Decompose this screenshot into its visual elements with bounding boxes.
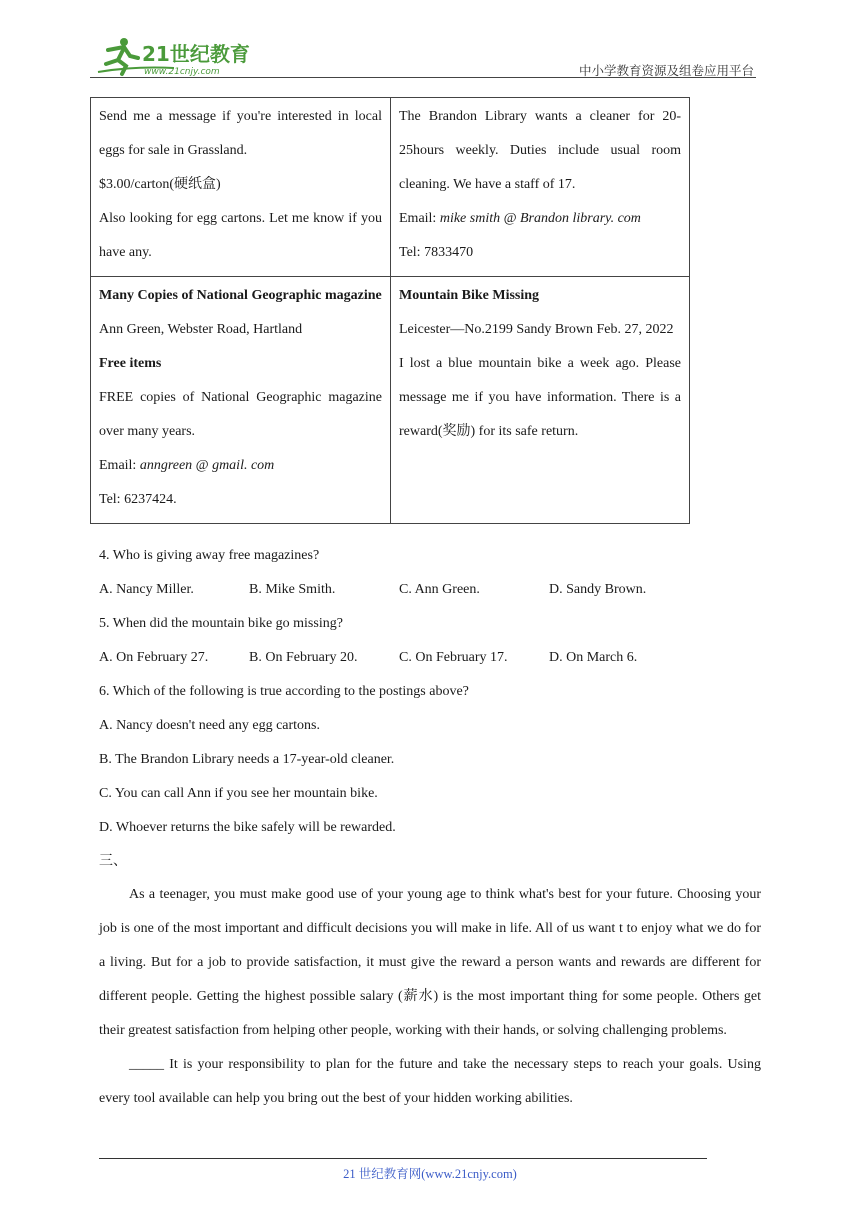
options-row	[99, 641, 769, 675]
passage-paragraph: As a teenager, you must make good use of your young age to think what's best for your future. Choosing your job is one of the most important and difficult decisions you will make in life. All of us want t to enjoy what we do for a living. But for a job to provide satisfaction, it must give the reward a person wants and rewards are different for different people. Getting the highest possible salary (薪水) is the most important thing for some people. Others get their greatest satisfaction from helping other people, working with their hands, or solving challenging problems.	[99, 887, 761, 1038]
posting-title: Many Copies of National Geographic magazine	[99, 288, 382, 303]
svg-text:www.21cnjy.com: www.21cnjy.com	[144, 67, 220, 77]
option: A. Nancy Miller.	[99, 582, 194, 597]
footer-divider	[99, 1158, 707, 1159]
option: D. Sandy Brown.	[549, 582, 647, 597]
posting-subtitle: Free items	[99, 356, 162, 371]
posting-eggs	[91, 98, 391, 277]
runner-logo-icon	[94, 36, 264, 78]
posting-tel: Tel: 7833470	[399, 245, 474, 260]
posting-text: I lost a blue mountain bike a week ago. Please message me if you have information. There is a reward(奖励) for its safe return.	[399, 356, 681, 439]
posting-text: Also looking for egg cartons. Let me know if you have any.	[99, 211, 382, 260]
option: C. On February 17.	[399, 650, 508, 665]
reading-passage	[99, 878, 761, 1116]
option: D. On March 6.	[549, 650, 638, 665]
svg-text:21世纪教育: 21世纪教育	[142, 42, 250, 66]
posting-email	[99, 449, 382, 483]
postings-table	[90, 97, 690, 524]
posting-text: The Brandon Library wants a cleaner for 20-25hours weekly. Duties include usual room cleaning. We have a staff of 17.	[399, 109, 681, 192]
posting-meta: Leicester—No.2199 Sandy Brown Feb. 27, 2022	[399, 322, 674, 337]
posting-cleaner	[391, 98, 690, 277]
posting-email	[399, 202, 681, 236]
email-label: Email:	[99, 458, 140, 473]
option: A. Nancy doesn't need any egg cartons.	[99, 718, 321, 733]
passage-paragraph: _____ It is your responsibility to plan for the future and take the necessary steps to reach your goals. Using every tool available can help you bring out the best of your hidden working abilities.	[99, 1057, 761, 1106]
posting-tel: Tel: 6237424.	[99, 492, 177, 507]
questions	[99, 539, 769, 879]
options-row	[99, 573, 769, 607]
header-divider	[90, 77, 756, 78]
option: B. The Brandon Library needs a 17-year-old cleaner.	[99, 752, 395, 767]
option: C. You can call Ann if you see her mountain bike.	[99, 786, 378, 801]
option: B. Mike Smith.	[249, 582, 336, 597]
option: B. On February 20.	[249, 650, 358, 665]
email-address: mike smith @ Brandon library. com	[439, 211, 641, 226]
posting-address: Ann Green, Webster Road, Hartland	[99, 322, 303, 337]
posting-text: Send me a message if you're interested in local eggs for sale in Grassland.	[99, 109, 382, 158]
posting-title: Mountain Bike Missing	[399, 288, 540, 303]
question-stem: 6. Which of the following is true according to the postings above?	[99, 684, 469, 699]
posting-price: $3.00/carton(硬纸盒)	[99, 177, 221, 192]
posting-bike	[391, 277, 690, 524]
option: C. Ann Green.	[399, 582, 480, 597]
header-platform-text: 中小学教育资源及组卷应用平台	[578, 63, 754, 78]
posting-text: FREE copies of National Geographic magazine over many years.	[99, 390, 382, 439]
question-stem: 5. When did the mountain bike go missing?	[99, 616, 343, 631]
email-address: anngreen @ gmail. com	[139, 458, 275, 473]
section-heading: 三、	[99, 854, 127, 869]
footer-text: 21 世纪教育网(www.21cnjy.com)	[343, 1167, 517, 1181]
table-row	[91, 277, 690, 524]
site-logo	[94, 36, 264, 78]
question-stem: 4. Who is giving away free magazines?	[99, 548, 320, 563]
posting-magazines	[91, 277, 391, 524]
email-label: Email:	[399, 211, 440, 226]
option: D. Whoever returns the bike safely will be rewarded.	[99, 820, 396, 835]
option: A. On February 27.	[99, 650, 209, 665]
table-row	[91, 98, 690, 277]
